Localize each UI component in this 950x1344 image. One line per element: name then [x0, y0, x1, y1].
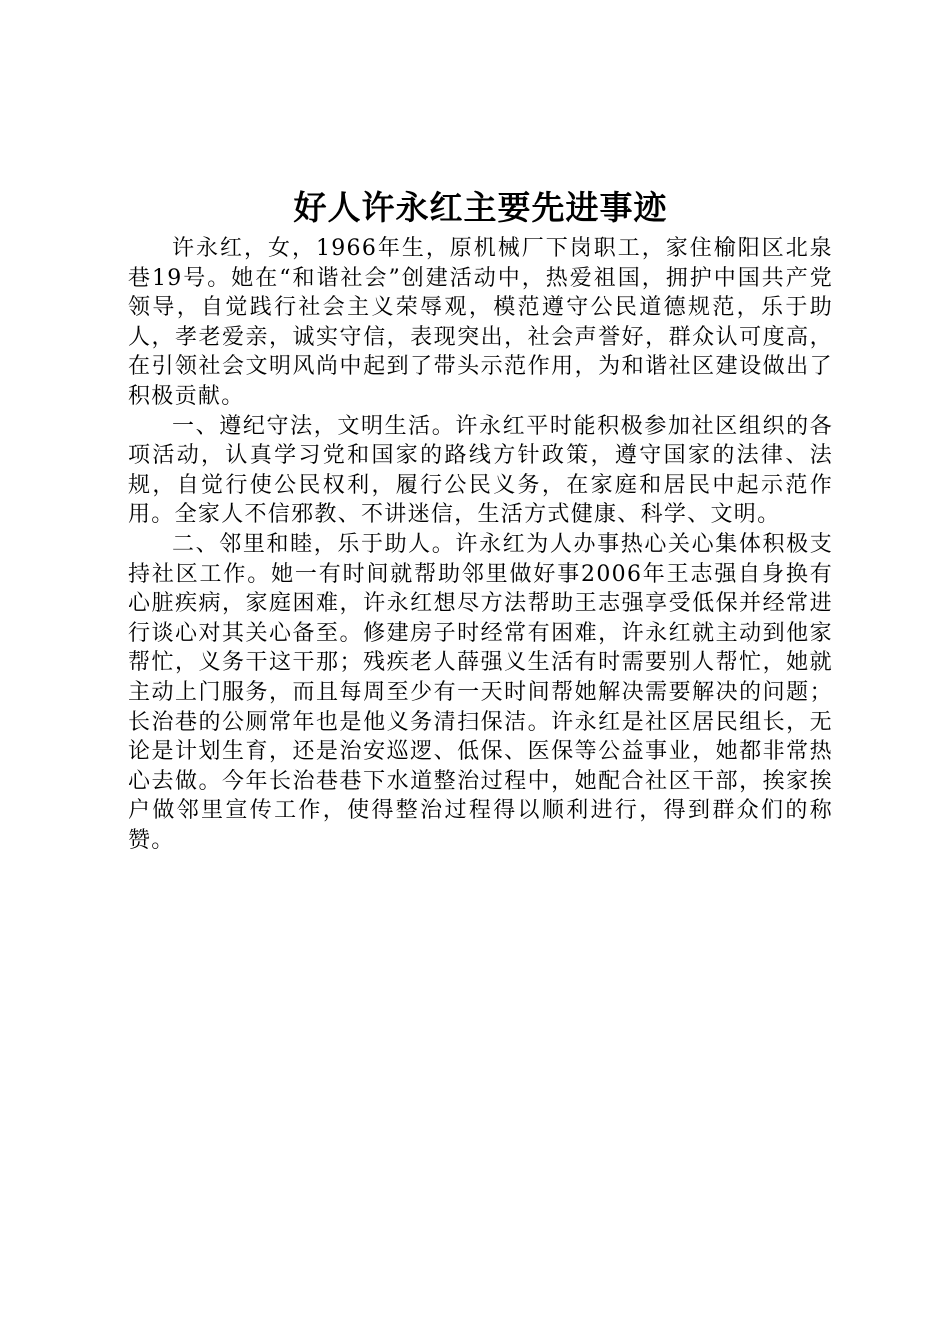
paragraph-section-1: 一、遵纪守法，文明生活。许永红平时能积极参加社区组织的各项活动，认真学习党和国家的路线方针政策，遵守国家的法律、法规，自觉行使公民权利，履行公民义务，在家庭和居民中起示范作用。全家人不信邪教、不讲迷信，生活方式健康、科学、文明。: [128, 413, 833, 528]
document-title: 好人许永红主要先进事迹: [293, 188, 668, 227]
document-body: [128, 186, 833, 855]
paragraph-intro: 许永红，女，1966年生，原机械厂下岗职工，家住榆阳区北泉巷19号。她在“和谐社会”创建活动中，热爱祖国，拥护中国共产党领导，自觉践行社会主义荣辱观，模范遵守公民道德规范，乐于助人，孝老爱亲，诚实守信，表现突出，社会声誉好，群众认可度高，在引领社会文明风尚中起到了带头示范作用，为和谐社区建设做出了积极贡献。: [128, 236, 833, 409]
paragraph-section-2: 二、邻里和睦，乐于助人。许永红为人办事热心关心集体积极支持社区工作。她一有时间就帮助邻里做好事2006年王志强自身换有心脏疾病，家庭困难，许永红想尽方法帮助王志强享受低保并经常进行谈心对其关心备至。修建房子时经常有困难，许永红就主动到他家帮忙，义务干这干那；残疾老人薛强义生活有时需要别人帮忙，她就主动上门服务，而且每周至少有一天时间帮她解决需要解决的问题；长治巷的公厕常年也是他义务清扫保洁。许永红是社区居民组长，无论是计划生育，还是治安巡逻、低保、医保等公益事业，她都非常热心去做。今年长治巷巷下水道整治过程中，她配合社区干部，挨家挨户做邻里宣传工作，使得整治过程得以顺利进行，得到群众们的称赞。: [128, 531, 833, 853]
